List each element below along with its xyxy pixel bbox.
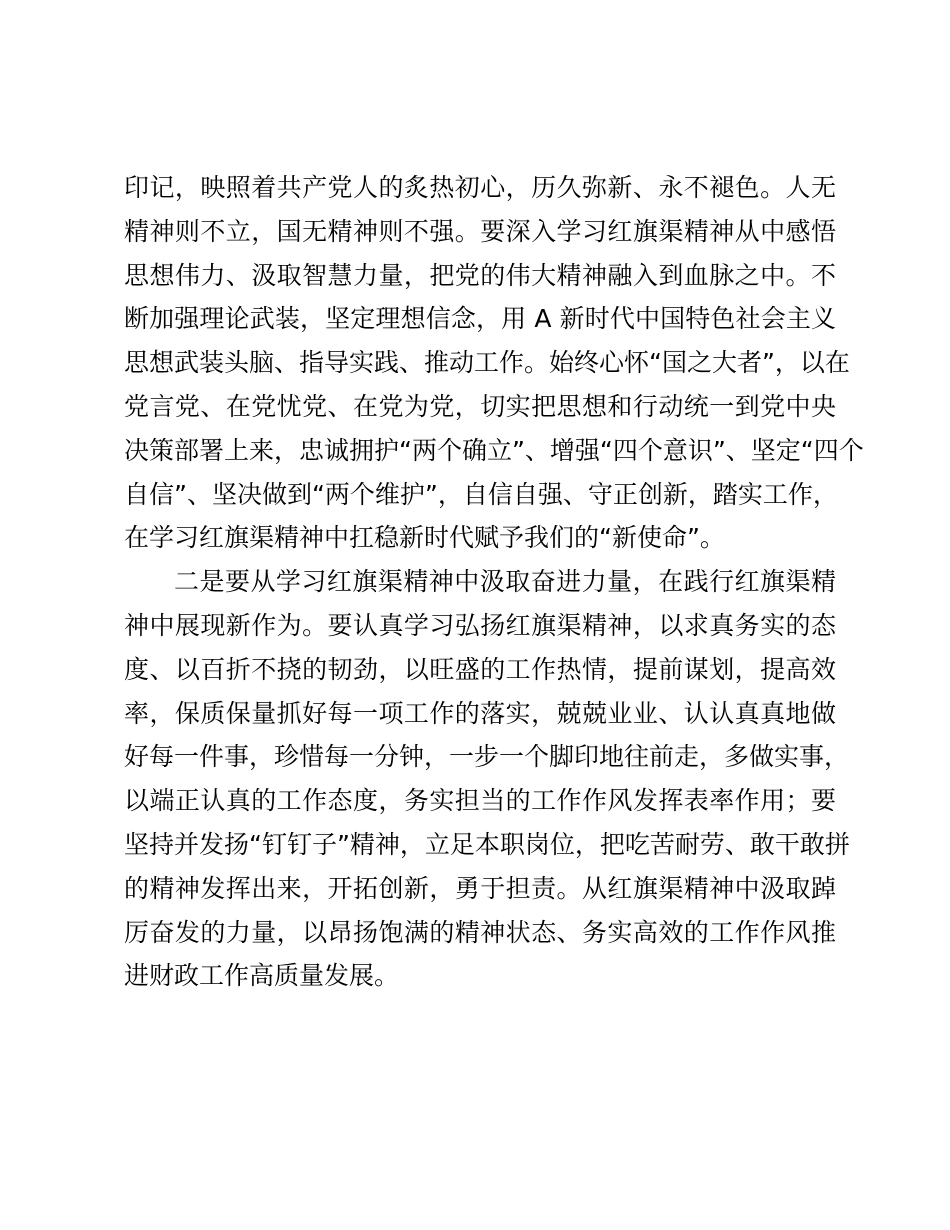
paragraph-1	[124, 166, 864, 560]
text-line: 精神则不立，国无精神则不强。要深入学习红旗渠精神从中感悟	[124, 216, 836, 246]
paragraph-2	[124, 560, 850, 998]
document-page	[124, 166, 864, 998]
text-line: 的精神发挥出来，开拓创新，勇于担责。从红旗渠精神中汲取踔	[124, 873, 836, 903]
text-line: 度、以百折不挠的韧劲，以旺盛的工作热情，提前谋划，提高效	[124, 654, 836, 684]
text-line: 厉奋发的力量，以昂扬饱满的精神状态、务实高效的工作作风推	[124, 917, 836, 947]
text-line: 率，保质保量抓好每一项工作的落实，兢兢业业、认认真真地做	[124, 698, 836, 728]
text-line: 断加强理论武装，坚定理想信念，用 A 新时代中国特色社会主义	[124, 304, 836, 334]
text-line: 以端正认真的工作态度，务实担当的工作作风发挥表率作用；要	[124, 786, 836, 816]
text-line: 思想武装头脑、指导实践、推动工作。始终心怀“国之大者”，以在	[124, 348, 850, 378]
text-line: 党言党、在党忧党、在党为党，切实把思想和行动统一到党中央	[124, 391, 836, 421]
text-line: 印记，映照着共产党人的炙热初心，历久弥新、永不褪色。人无	[124, 173, 836, 202]
text-line: 二是要从学习红旗渠精神中汲取奋进力量，在践行红旗渠精	[174, 567, 836, 597]
text-line: 在学习红旗渠精神中扛稳新时代赋予我们的“新使命”。	[124, 523, 725, 553]
text-line: 决策部署上来，忠诚拥护“两个确立”、增强“四个意识”、坚定“四个	[124, 435, 864, 465]
text-line: 神中展现新作为。要认真学习弘扬红旗渠精神，以求真务实的态	[124, 610, 836, 640]
text-line: 思想伟力、汲取智慧力量，把党的伟大精神融入到血脉之中。不	[124, 260, 836, 290]
text-line: 坚持并发扬“钉钉子”精神，立足本职岗位，把吃苦耐劳、敢干敢拼	[124, 829, 850, 859]
text-line: 好每一件事，珍惜每一分钟，一步一个脚印地往前走，多做实事，	[124, 742, 850, 772]
text-line: 自信”、坚决做到“两个维护”，自信自强、守正创新，踏实工作，	[124, 479, 838, 509]
text-line: 进财政工作高质量发展。	[124, 961, 400, 991]
